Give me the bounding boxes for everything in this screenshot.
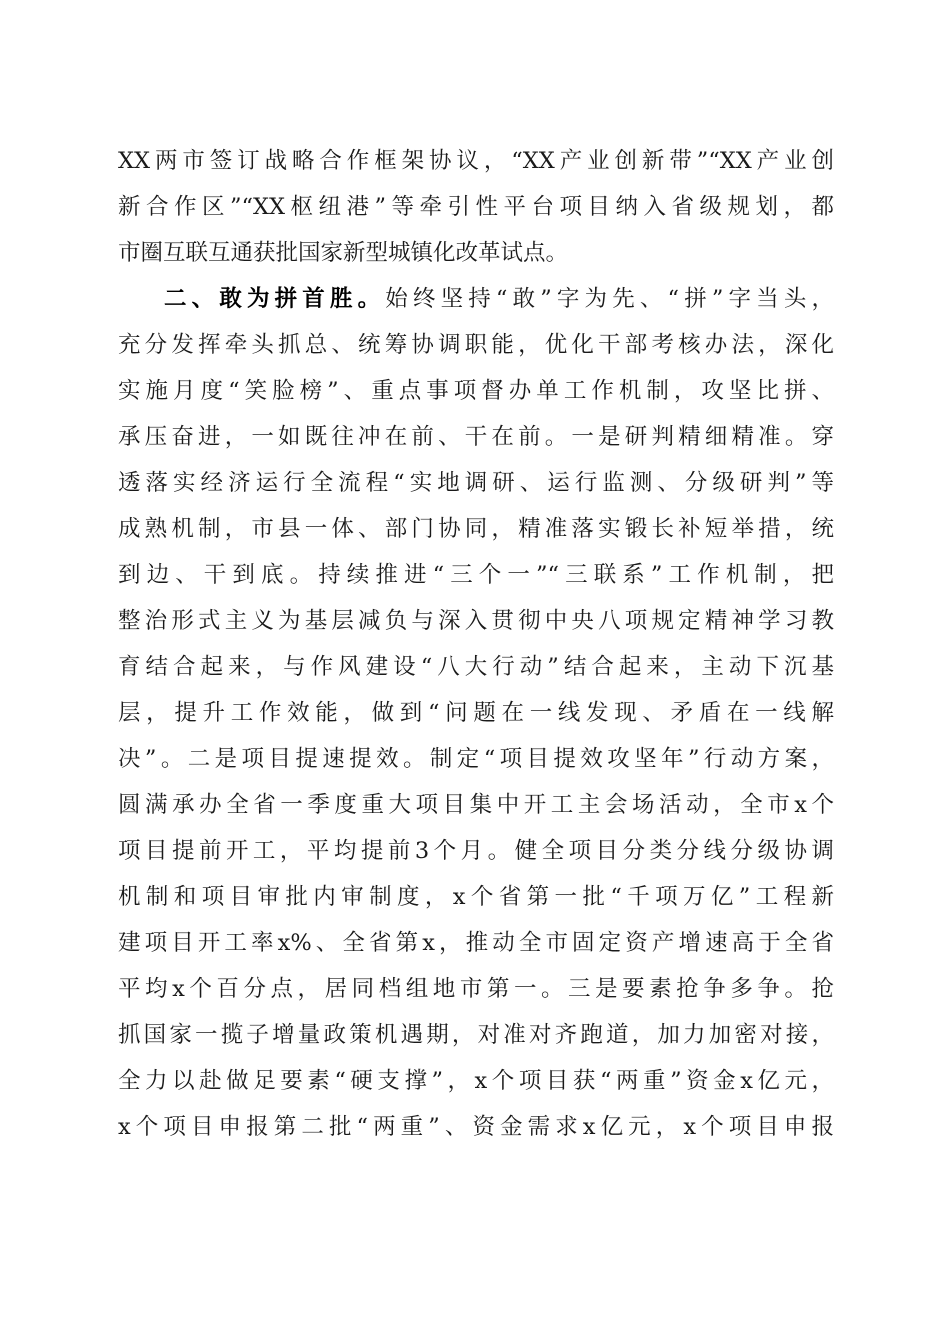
text-line: 到边、干到底。持续推进“三个一”“三联系”工作机制，把 [118,562,834,588]
text-line: x个项目申报第二批“两重”、资金需求x亿元，x个项目申报 [118,1114,834,1140]
text-line: 充分发挥牵头抓总、统筹协调职能，优化干部考核办法，深化 [118,332,834,358]
text-line: 整治形式主义为基层减负与深入贯彻中央八项规定精神学习教 [118,608,834,634]
text-line: 新合作区”“XX枢纽港”等牵引性平台项目纳入省级规划，都 [118,194,834,220]
text-run: 始终坚持“敢”字为先、“拼”字当头， [385,286,834,312]
text-line: 全力以赴做足要素“硬支撑”，x个项目获“两重”资金x亿元， [118,1068,834,1094]
text-line: 机制和项目审批内审制度，x个省第一批“千项万亿”工程新 [118,884,834,910]
text-line: 成熟机制，市县一体、部门协同，精准落实锻长补短举措，统 [118,516,834,542]
text-line: 圆满承办全省一季度重大项目集中开工主会场活动，全市x个 [118,792,834,818]
text-line: 育结合起来，与作风建设“八大行动”结合起来，主动下沉基 [118,654,834,680]
text-line: 层，提升工作效能，做到“问题在一线发现、矛盾在一线解 [118,700,834,726]
text-line: 抓国家一揽子增量政策机遇期，对准对齐跑道，加力加密对接， [118,1022,834,1048]
text-line: 承压奋进，一如既往冲在前、干在前。一是研判精细精准。穿 [118,424,834,450]
section-heading: 二、敢为拼首胜。 [164,286,386,312]
text-line: 决”。二是项目提速提效。制定“项目提效攻坚年”行动方案， [118,746,834,772]
text-line: 市圈互联互通获批国家新型城镇化改革试点。 [118,240,569,266]
text-line: 实施月度“笑脸榜”、重点事项督办单工作机制，攻坚比拼、 [118,378,834,404]
text-line: 建项目开工率x%、全省第x，推动全市固定资产增速高于全省 [118,930,834,956]
section-heading-line [164,284,834,314]
text-line: 平均x个百分点，居同档组地市第一。三是要素抢争多争。抢 [118,976,834,1002]
text-line: 项目提前开工，平均提前3个月。健全项目分类分线分级协调 [118,838,834,864]
text-line: XX两市签订战略合作框架协议，“XX产业创新带”“XX产业创 [118,148,834,174]
text-line: 透落实经济运行全流程“实地调研、运行监测、分级研判”等 [118,470,834,496]
